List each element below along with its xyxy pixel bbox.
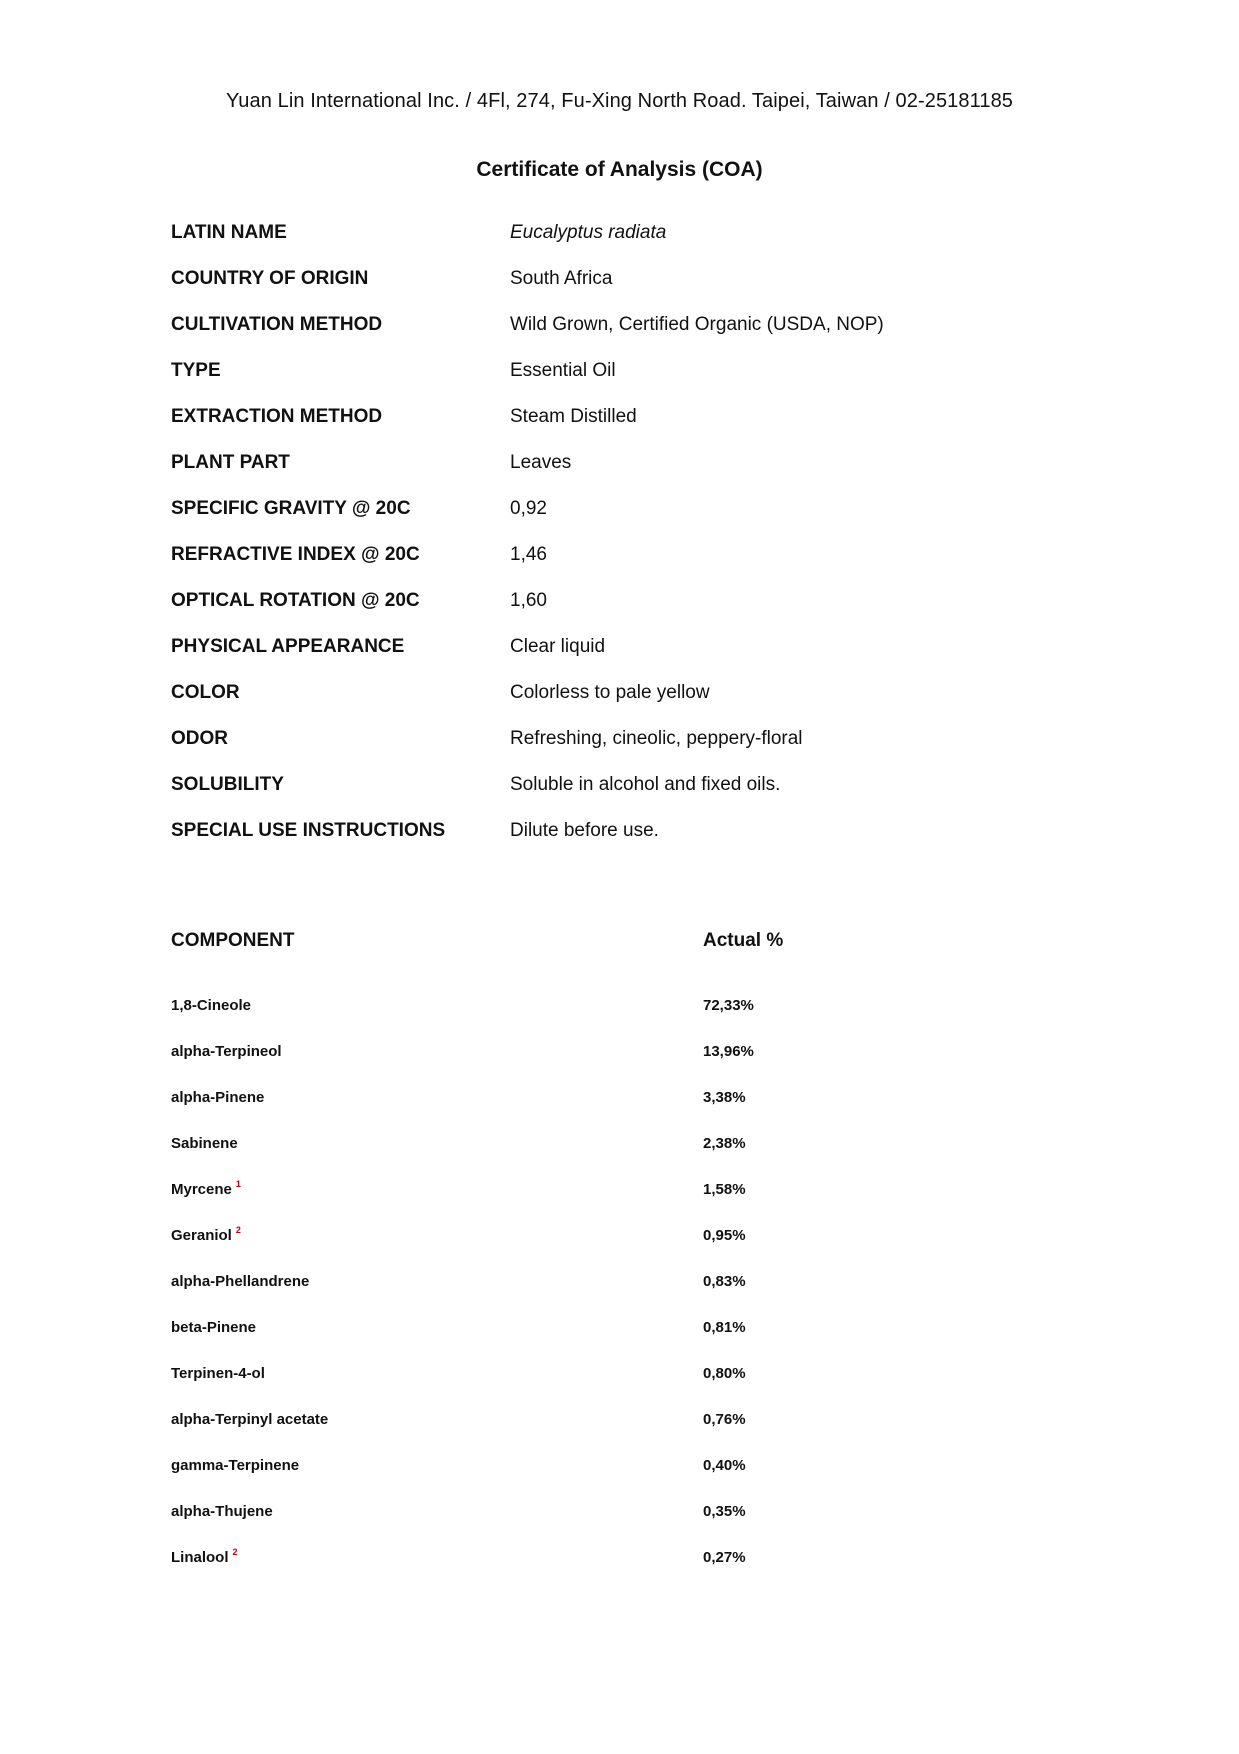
property-label: CULTIVATION METHOD: [171, 314, 383, 335]
component-percent: 0,35%: [703, 1503, 746, 1520]
table-row: [171, 1365, 1071, 1411]
component-name: [171, 1549, 238, 1566]
property-value: 1,46: [510, 544, 547, 565]
property-value: Dilute before use.: [510, 820, 659, 841]
component-name-text: Sabinene: [171, 1135, 238, 1152]
property-label: OPTICAL ROTATION @ 20C: [171, 590, 420, 611]
component-percent: 0,95%: [703, 1227, 746, 1244]
property-row: [171, 498, 1071, 544]
table-row: [171, 1549, 1071, 1595]
property-value: South Africa: [510, 268, 613, 289]
company-contact-line: Yuan Lin International Inc. / 4Fl, 274, Fu-Xing North Road. Taipei, Taiwan / 02-25181185: [225, 90, 1014, 112]
component-percent: 0,27%: [703, 1549, 746, 1566]
property-row: [171, 452, 1071, 498]
property-row: [171, 636, 1071, 682]
table-row: [171, 1273, 1071, 1319]
actual-percent-column-header: Actual %: [703, 930, 784, 951]
component-name: [171, 1135, 238, 1152]
component-name-text: alpha-Pinene: [171, 1089, 265, 1106]
component-percent: 0,81%: [703, 1319, 746, 1336]
property-row: [171, 544, 1071, 590]
component-percent: 0,40%: [703, 1457, 746, 1474]
table-row: [171, 1135, 1071, 1181]
properties-list: [171, 222, 1071, 866]
property-value: Colorless to pale yellow: [510, 682, 710, 703]
table-row: [171, 1181, 1071, 1227]
table-row: [171, 997, 1071, 1043]
component-name: [171, 997, 251, 1014]
component-percent: 0,83%: [703, 1273, 746, 1290]
property-label: PLANT PART: [171, 452, 290, 473]
footnote-marker: 2: [232, 1547, 238, 1557]
property-row: [171, 820, 1071, 866]
property-row: [171, 314, 1071, 360]
table-row: [171, 1411, 1071, 1457]
footnote-marker: 1: [235, 1179, 241, 1189]
component-percent: 13,96%: [703, 1043, 754, 1060]
component-column-header: COMPONENT: [171, 930, 295, 951]
property-label: REFRACTIVE INDEX @ 20C: [171, 544, 420, 565]
component-name-text: alpha-Thujene: [171, 1503, 273, 1520]
component-name-text: Geraniol: [171, 1227, 232, 1244]
property-row: [171, 590, 1071, 636]
component-percent: 1,58%: [703, 1181, 746, 1198]
table-row: [171, 1503, 1071, 1549]
component-name-text: beta-Pinene: [171, 1319, 257, 1336]
component-name-text: alpha-Phellandrene: [171, 1273, 310, 1290]
component-percent: 72,33%: [703, 997, 754, 1014]
property-value: Refreshing, cineolic, peppery-floral: [510, 728, 803, 749]
property-value: Clear liquid: [510, 636, 606, 657]
component-name-text: Myrcene: [171, 1181, 232, 1198]
property-row: [171, 406, 1071, 452]
component-name-text: alpha-Terpineol: [171, 1043, 282, 1060]
component-name: [171, 1365, 265, 1382]
property-row: [171, 774, 1071, 820]
property-value: Leaves: [510, 452, 572, 473]
component-name-text: Terpinen-4-ol: [171, 1365, 265, 1382]
component-name: [171, 1319, 256, 1336]
component-name-text: Linalool: [171, 1549, 229, 1566]
component-name-text: alpha-Terpinyl acetate: [171, 1411, 329, 1428]
property-label: COUNTRY OF ORIGIN: [171, 268, 369, 289]
component-name: [171, 1089, 264, 1106]
component-percent: 3,38%: [703, 1089, 746, 1106]
property-row: [171, 728, 1071, 774]
components-table-header: [171, 930, 1071, 960]
component-name: [171, 1457, 299, 1474]
property-value: Essential Oil: [510, 360, 616, 381]
property-value: Soluble in alcohol and fixed oils.: [510, 774, 781, 795]
property-value: Wild Grown, Certified Organic (USDA, NOP): [510, 314, 884, 335]
table-row: [171, 1089, 1071, 1135]
table-row: [171, 1457, 1071, 1503]
component-percent: 0,80%: [703, 1365, 746, 1382]
footnote-marker: 2: [235, 1225, 241, 1235]
property-label: ODOR: [171, 728, 228, 749]
property-row: [171, 222, 1071, 268]
component-name: [171, 1227, 241, 1244]
property-label: SPECIAL USE INSTRUCTIONS: [171, 820, 446, 841]
property-value: Steam Distilled: [510, 406, 637, 427]
property-label: EXTRACTION METHOD: [171, 406, 383, 427]
property-row: [171, 268, 1071, 314]
components-table: [171, 997, 1071, 1595]
component-name: [171, 1411, 328, 1428]
component-name: [171, 1273, 309, 1290]
property-label: SOLUBILITY: [171, 774, 284, 795]
table-row: [171, 1043, 1071, 1089]
component-name: [171, 1043, 282, 1060]
component-name: [171, 1503, 273, 1520]
component-percent: 0,76%: [703, 1411, 746, 1428]
table-row: [171, 1319, 1071, 1365]
table-row: [171, 1227, 1071, 1273]
property-label: SPECIFIC GRAVITY @ 20C: [171, 498, 411, 519]
property-value: 1,60: [510, 590, 547, 611]
property-value: 0,92: [510, 498, 547, 519]
property-row: [171, 360, 1071, 406]
property-label: TYPE: [171, 360, 221, 381]
component-name-text: gamma-Terpinene: [171, 1457, 300, 1474]
property-row: [171, 682, 1071, 728]
property-value: Eucalyptus radiata: [510, 222, 667, 243]
property-label: COLOR: [171, 682, 240, 703]
property-label: PHYSICAL APPEARANCE: [171, 636, 405, 657]
component-name-text: 1,8-Cineole: [171, 997, 252, 1014]
component-percent: 2,38%: [703, 1135, 746, 1152]
component-name: [171, 1181, 241, 1198]
page-title: Certificate of Analysis (COA): [476, 158, 763, 181]
property-label: LATIN NAME: [171, 222, 287, 243]
